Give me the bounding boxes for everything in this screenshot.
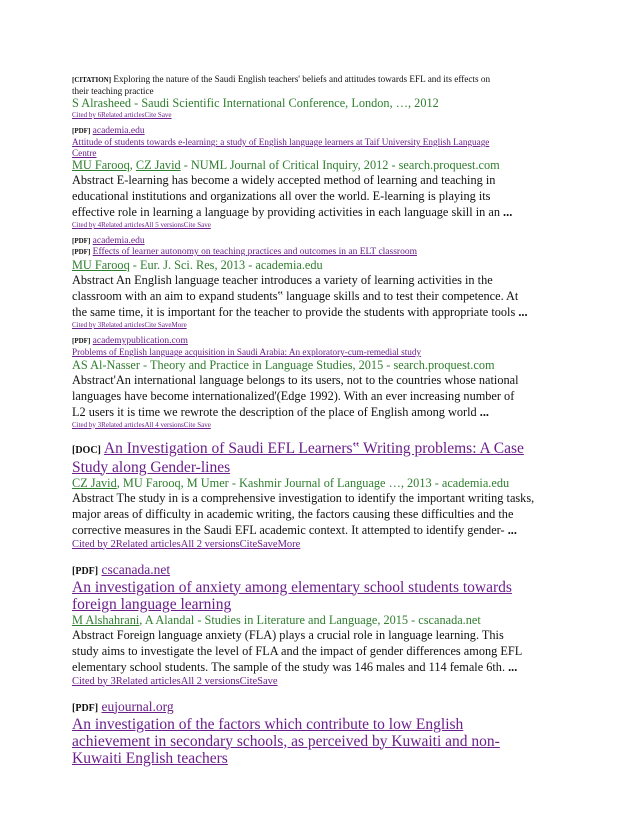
- abstract-line: the same time, it is important for the teacher to provide the students with appropriate tools ...: [72, 305, 528, 319]
- abstract-line: Abstract An English language teacher introduces a variety of learning activities in the: [72, 273, 493, 287]
- cited-by-link[interactable]: Cited by 3Related articlesAll 2 versionsCiteSave: [72, 675, 278, 687]
- result-title-line: [72, 440, 572, 459]
- result-title-link[interactable]: Kuwaiti English teachers: [72, 749, 228, 767]
- pdf-tag: [PDF]: [72, 127, 91, 135]
- result-title-line: [CITATION] Exploring the nature of the Saudi English teachers' beliefs and attitudes towards EFL and its effects on: [72, 74, 491, 84]
- result-entry: [72, 126, 572, 230]
- result-title-line: their teaching practice: [72, 85, 154, 96]
- author-link[interactable]: MU Farooq: [72, 158, 130, 172]
- author-link[interactable]: M Alshahrani: [72, 612, 140, 627]
- cited-by-link[interactable]: Cited by 3Related articlesAll 4 versionsCite Save: [72, 420, 211, 429]
- result-entry: [72, 74, 572, 120]
- abstract-line: languages have become internationalized'(Edge 1992). With an ever increasing number of: [72, 388, 515, 403]
- abstract-line: Abstract The study in is a comprehensive investigation to identify the important writing tasks,: [72, 490, 535, 505]
- abstract-line: L2 users it is time we rewrote the description of the place of English among world ...: [72, 404, 489, 419]
- abstract-ellipsis: ...: [503, 205, 513, 219]
- result-title-link[interactable]: Effects of learner autonomy on teaching practices and outcomes in an ELT classroom: [92, 247, 417, 257]
- result-authors: AS Al-Nasser - Theory and Practice in Language Studies, 2015 - search.proquest.com: [72, 357, 495, 372]
- abstract-line: Abstract E-learning has become a widely accepted method of learning and teaching in: [72, 173, 496, 187]
- abstract-line: educational institutions and organizations all over the world. E-learning is playing its: [72, 189, 491, 203]
- result-title-line: [72, 247, 572, 258]
- result-title-link[interactable]: An investigation of the factors which contribute to low English: [72, 715, 464, 733]
- pdf-tag: [PDF]: [72, 565, 99, 577]
- result-authors: S Alrasheed - Saudi Scientific International Conference, London, …, 2012: [72, 96, 439, 110]
- source-link[interactable]: academypublication.com: [92, 336, 188, 346]
- source-link[interactable]: academia.edu: [92, 236, 145, 246]
- result-source: [72, 336, 572, 347]
- result-title-link[interactable]: Centre: [72, 147, 97, 158]
- result-entry: [72, 699, 572, 767]
- result-entry: [72, 440, 572, 552]
- source-link[interactable]: eujournal.org: [101, 698, 174, 714]
- doc-tag: [DOC]: [72, 444, 101, 456]
- author-link[interactable]: CZ Javid: [135, 158, 181, 172]
- result-source: [72, 126, 572, 137]
- abstract-line: elementary school students. The sample of the study was 146 males and 114 female 6th. ...: [72, 659, 518, 674]
- abstract-ellipsis: ...: [507, 522, 517, 537]
- abstract-line: major areas of difficulty in academic writing, the factors causing these difficulties and the: [72, 506, 514, 521]
- search-results-page: [72, 74, 572, 767]
- pdf-tag: [PDF]: [72, 337, 91, 345]
- pdf-tag: [PDF]: [72, 248, 91, 256]
- result-authors: MU Farooq - Eur. J. Sci. Res, 2013 - academia.edu: [72, 258, 323, 272]
- result-title-link[interactable]: Problems of English language acquisition in Saudi Arabia: An exploratory-cum-remedial study: [72, 347, 422, 357]
- abstract-ellipsis: ...: [479, 404, 489, 419]
- source-link[interactable]: academia.edu: [92, 126, 145, 136]
- abstract-line: effective role in learning a language by providing activities in each language skill in an ...: [72, 205, 513, 219]
- result-title-link[interactable]: Study along Gender-lines: [72, 458, 231, 476]
- abstract-line: classroom with an aim to expand students‟ language skills and to test their competence. At: [72, 289, 519, 303]
- abstract-ellipsis: ...: [508, 659, 518, 674]
- result-entry: [72, 236, 572, 330]
- abstract-line: corrective measures in the Saudi EFL academic context. It attempted to identify gender- ...: [72, 522, 517, 537]
- result-title-link[interactable]: Attitude of students towards e-learning: a study of English language learners at Taif University English Language: [72, 137, 490, 147]
- cited-by-link[interactable]: Cited by 2Related articlesAll 2 versionsCiteSaveMore: [72, 538, 301, 550]
- result-source: [72, 562, 572, 579]
- result-source: [72, 699, 572, 716]
- cited-by-link[interactable]: Cited by 3Related articlesCite SaveMore: [72, 321, 187, 329]
- cited-by-link[interactable]: Cited by 6Related articlesCite Save: [72, 111, 172, 119]
- abstract-ellipsis: ...: [518, 305, 528, 319]
- source-link[interactable]: cscanada.net: [101, 561, 171, 577]
- citation-tag: [CITATION]: [72, 76, 112, 84]
- author-link[interactable]: CZ Javid: [72, 475, 117, 490]
- pdf-tag: [PDF]: [72, 237, 91, 245]
- result-title-link[interactable]: foreign language learning: [72, 595, 232, 613]
- abstract-line: Abstract'An international language belongs to its users, not to the countries whose national: [72, 372, 519, 387]
- result-source: [72, 236, 572, 247]
- abstract-line: study aims to investigate the level of FLA and the impact of gender differences among EFL: [72, 643, 523, 658]
- cited-by-link[interactable]: Cited by 4Related articlesAll 5 versionsCite Save: [72, 221, 211, 229]
- result-title-link[interactable]: An Investigation of Saudi EFL Learners‟ Writing problems: A Case: [103, 439, 524, 457]
- author-link[interactable]: MU Farooq: [72, 258, 130, 272]
- result-entry: [72, 336, 572, 430]
- result-authors: MU Farooq, CZ Javid - NUML Journal of Critical Inquiry, 2012 - search.proquest.com: [72, 158, 500, 172]
- abstract-line: Abstract Foreign language anxiety (FLA) plays a crucial role in language learning. This: [72, 627, 504, 642]
- result-entry: [72, 562, 572, 689]
- pdf-tag: [PDF]: [72, 702, 99, 714]
- result-authors: M Alshahrani, A Alandal - Studies in Literature and Language, 2015 - cscanada.net: [72, 612, 481, 627]
- result-authors: CZ Javid, MU Farooq, M Umer - Kashmir Journal of Language …, 2013 - academia.edu: [72, 475, 510, 490]
- result-title-link[interactable]: achievement in secondary schools, as perceived by Kuwaiti and non-: [72, 732, 500, 750]
- result-title-link[interactable]: An investigation of anxiety among elementary school students towards: [72, 578, 512, 596]
